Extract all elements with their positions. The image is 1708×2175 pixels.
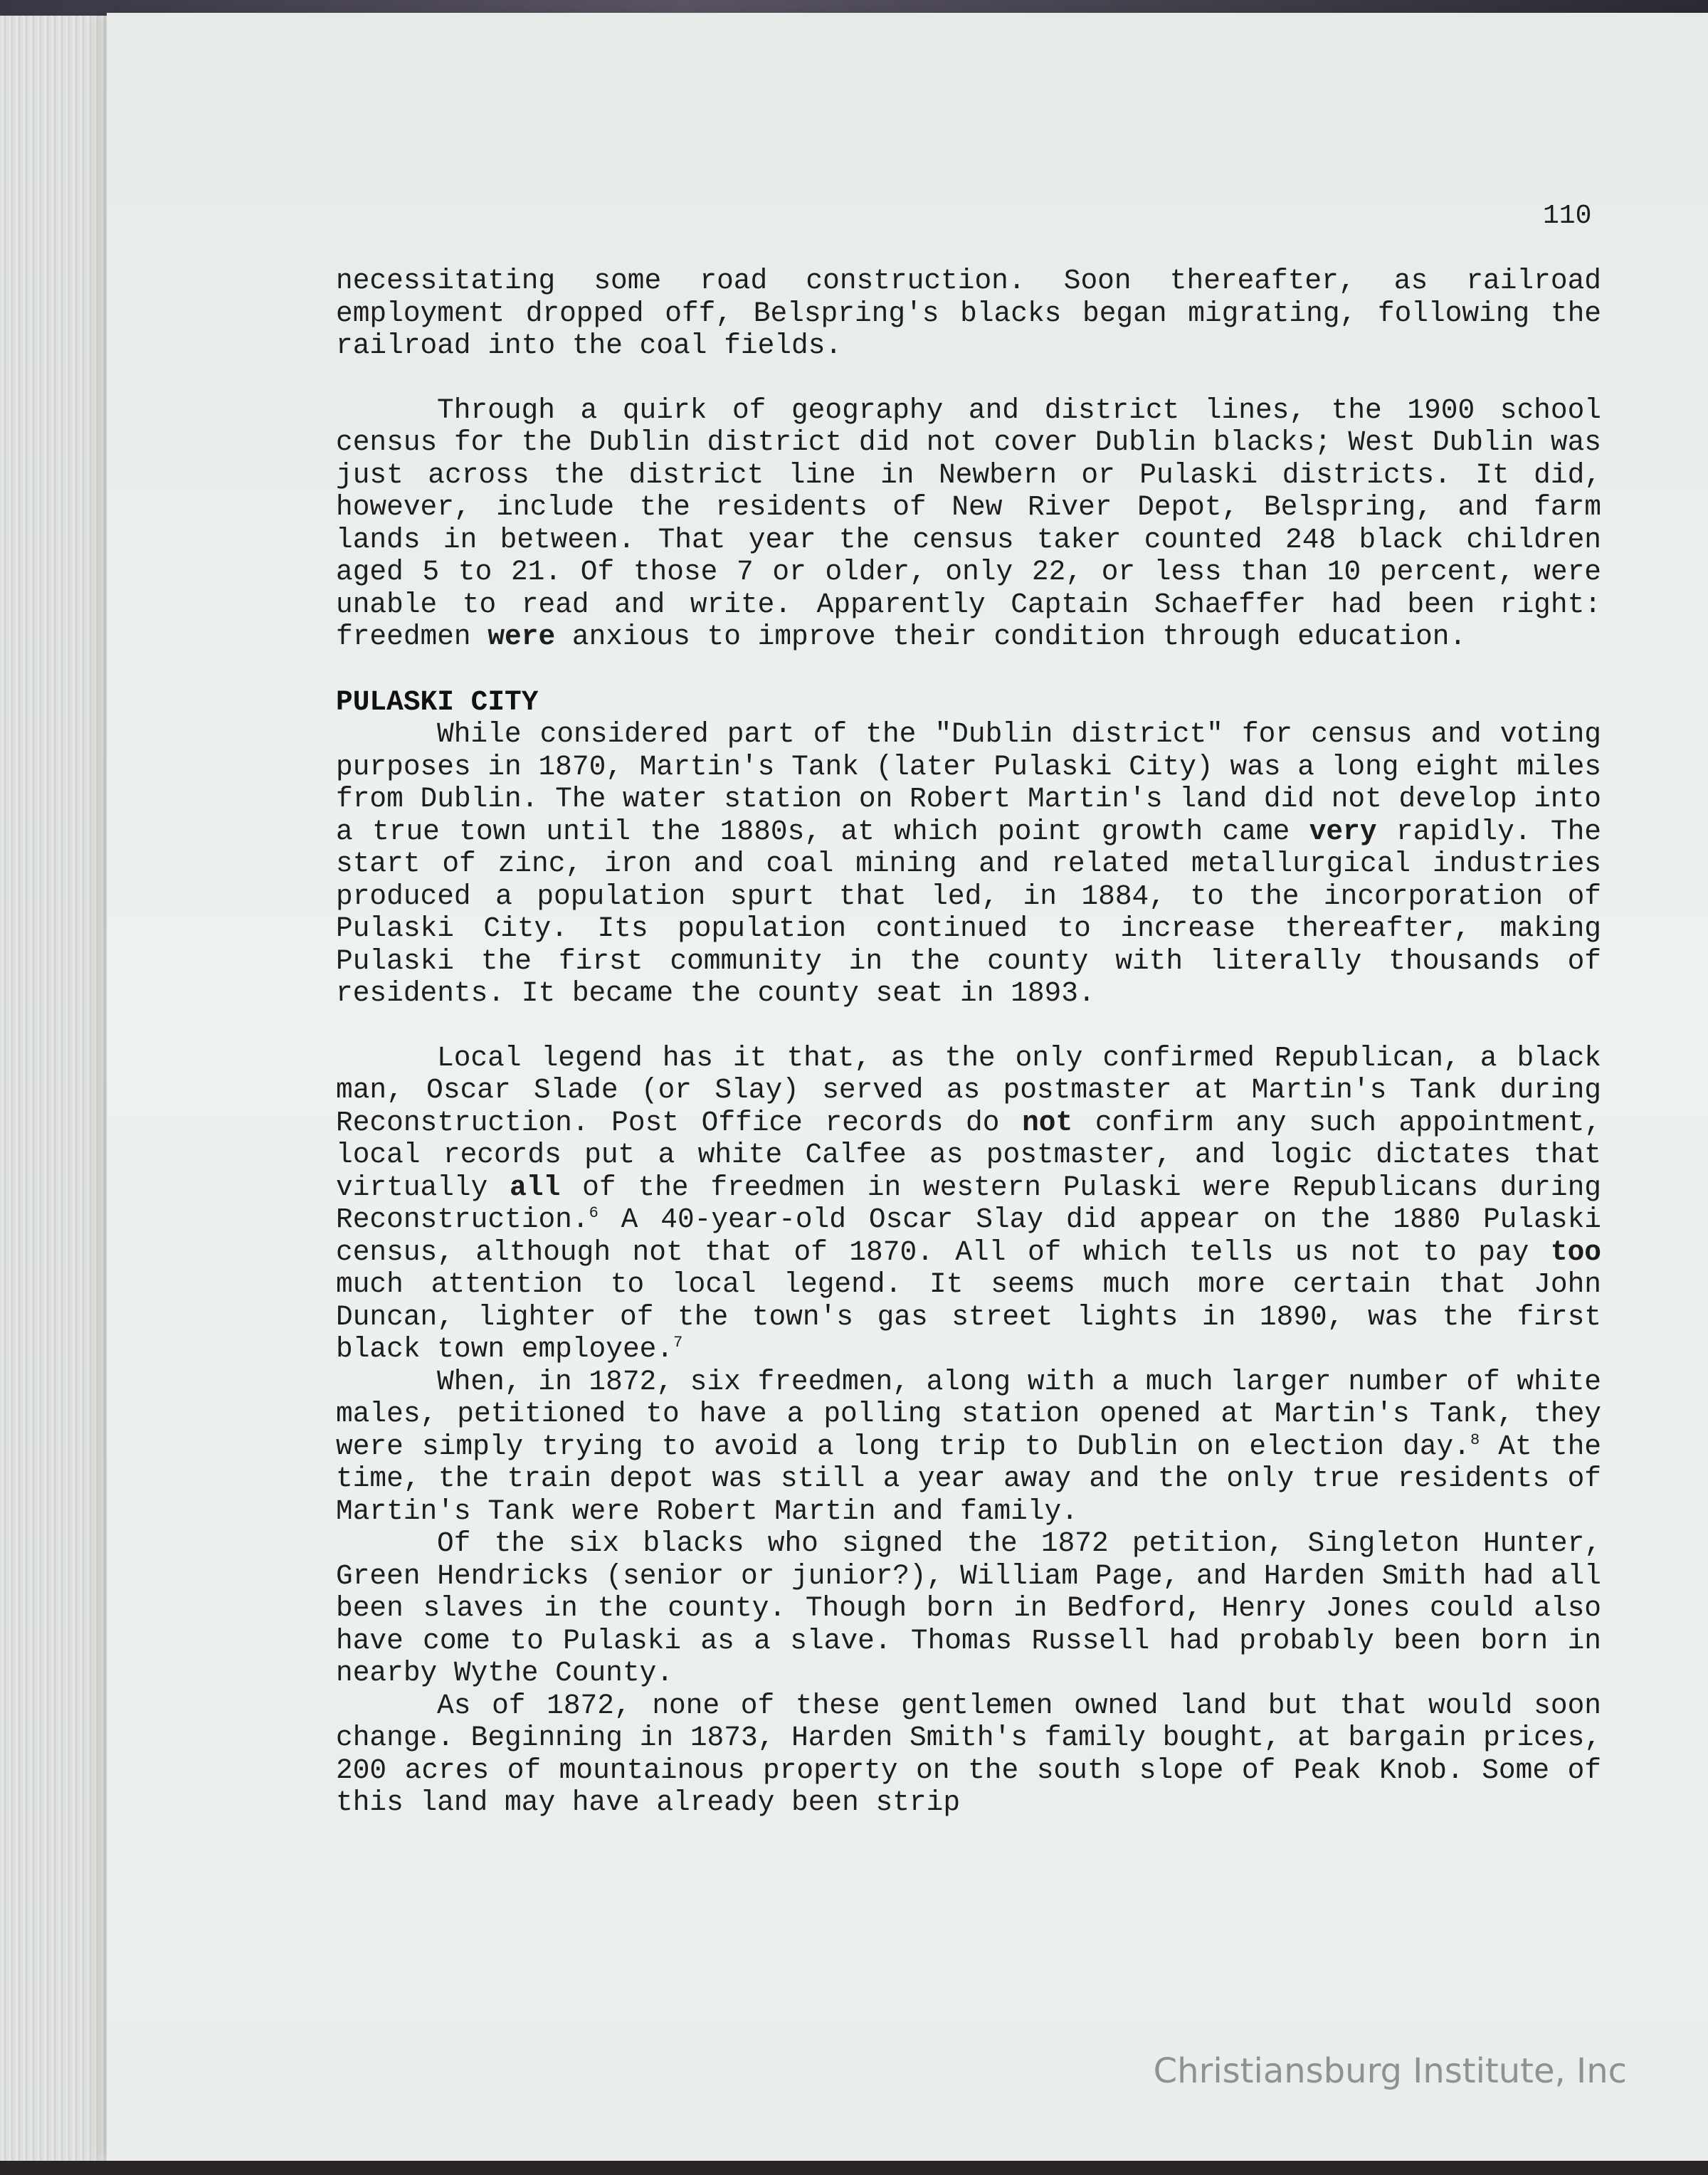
paragraph-5-text-end: At the time, the train depot was still a year away and the only true residents of Martin's Tank were Robert Martin and family. [336,1430,1601,1527]
footnote-ref-6: 6 [589,1204,599,1222]
paragraph-4 [336,1042,1601,1366]
scanner-bottom-edge [0,2161,1708,2175]
paragraph-4-emphasis-3: too [1550,1236,1601,1268]
paragraph-3-text: While considered part of the "Dublin district" for census and voting purposes in 1870, Martin's Tank (later Pulaski City) was a long eight miles from Dublin. The water station on Robert Martin's land did not develop into a true town until the 1880s, at which point growth came [336,718,1601,848]
footnote-ref-8: 8 [1470,1431,1480,1449]
paragraph-2-text: Through a quirk of geography and district lines, the 1900 school census for the Dublin district did not cover Dublin blacks; West Dublin was just across the district line in Newbern or Pulaski districts. It did, however, include the residents of New River Depot, Belspring, and farm lands in between. That year the census taker counted 248 black children aged 5 to 21. Of those 7 or older, only 22, or less than 10 percent, were unable to read and write. Apparently Captain Schaeffer had been right: freedmen [336,394,1601,653]
paragraph-5 [336,1366,1601,1528]
paragraph-5-text: When, in 1872, six freedmen, along with a much larger number of white males, petitioned to have a polling station opened at Martin's Tank, they were simply trying to avoid a long trip to Dublin on election day. [336,1365,1601,1463]
page-number: 110 [1543,201,1592,231]
footnote-ref-7: 7 [673,1333,683,1352]
paragraph-4-emphasis-1: not [1022,1106,1073,1139]
paragraph-4-text-1: Local legend has it that, as the only confirmed Republican, a black man, Oscar Slade (or Slay) served as postmaster at Martin's Tank during Reconstruction. Post Office records do [336,1041,1601,1139]
book-page-edges [0,16,125,2175]
paragraph-4-text-4: A 40-year-old Oscar Slay did appear on the 1880 Pulaski census, although not that of 1870. All of which tells us not to pay [336,1204,1601,1268]
paragraph-3-emphasis: very [1309,815,1377,848]
paragraph-4-text-3: of the freedmen in western Pulaski were Republicans during Reconstruction. [336,1171,1601,1236]
paragraph-6: Of the six blacks who signed the 1872 petition, Singleton Hunter, Green Hendricks (senior or junior?), William Page, and Harden Smith had all been slaves in the county. Though born in Bedford, Henry Jones could also have come to Pulaski as a slave. Thomas Russell had probably been born in nearby Wythe County. [336,1527,1601,1689]
paragraph-4-emphasis-2: all [510,1171,561,1204]
paragraph-4-text-5: much attention to local legend. It seems much more certain that John Duncan, lighter of the town's gas street lights in 1890, was the first black town employee. [336,1268,1601,1365]
paragraph-2-text-end: anxious to improve their condition through education. [555,621,1467,653]
paragraph-2-emphasis: were [487,621,556,653]
watermark: Christiansburg Institute, Inc [1153,2051,1627,2091]
paragraph-2 [336,394,1601,653]
paragraph-3-text-end: rapidly. The start of zinc, iron and coal mining and related metallurgical industries produced a population spurt that led, in 1884, to the incorporation of Pulaski City. Its population continued to increase thereafter, making Pulaski the first community in the county with literally thousands of residents. It became the county seat in 1893. [336,815,1602,1009]
section-heading: PULASKI CITY [336,685,539,718]
body-text [336,265,1601,1819]
paragraph-7: As of 1872, none of these gentlemen owned land but that would soon change. Beginning in 1873, Harden Smith's family bought, at bargain prices, 200 acres of mountainous property on the south slope of Peak Knob. Some of this land may have already been strip [336,1689,1601,1818]
paragraph-4-text-2: confirm any such appointment, local records put a white Calfee as postmaster, and logic dictates that virtually [336,1106,1601,1204]
paragraph-3 [336,718,1601,1010]
paragraph-1: necessitating some road construction. Soon thereafter, as railroad employment dropped off, Belspring's blacks began migrating, following the railroad into the coal fields. [336,265,1601,362]
